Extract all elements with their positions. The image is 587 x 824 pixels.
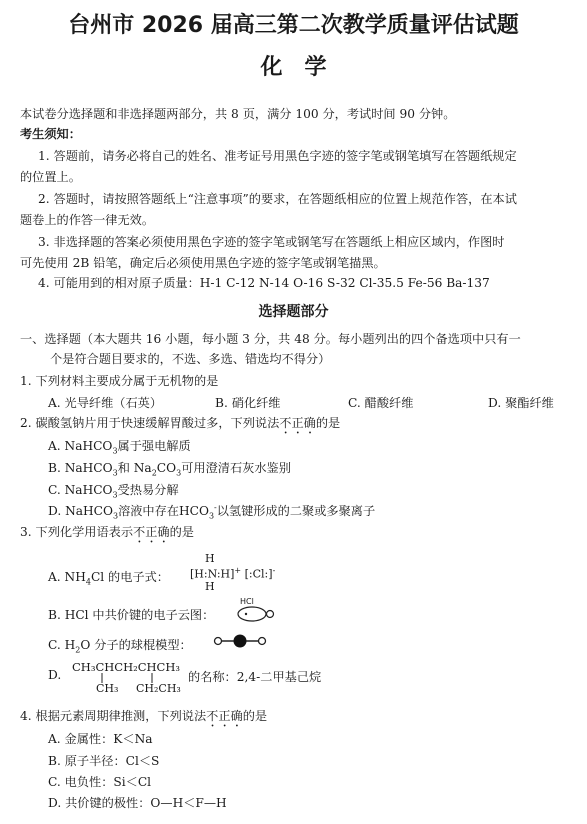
alkane-branch-1: CH₃ [96,682,119,695]
q2-stem: 2. 碳酸氢钠片用于快速缓解胃酸过多，下列说法不正确的是 [20,416,341,430]
notice-rule-1a: 1. 答题前，请务必将自己的姓名、准考证号用黑色字迹的签字笔或钢笔填写在答题纸规定 [38,149,517,163]
q2-option-c: C. NaHCO$_3$受热易分解 [48,483,179,500]
water-ball-stick-model [212,632,268,650]
q1-option-b: B. 硝化纤维 [215,396,281,410]
notice-rule-2a: 2. 答题时，请按照答题纸上“注意事项”的要求，在答题纸相应的位置上规范作答，在本试 [38,192,517,206]
section-instructions-a: 一、选择题（本大题共 16 小题，每小题 3 分，共 48 分。每小题列出的四个备选项中只有一 [20,332,521,346]
notice-heading: 考生须知： [20,127,81,141]
q3-option-b: B. HCl 中共价键的电子云图： [48,608,215,622]
q1-option-c: C. 醋酸纤维 [348,396,414,410]
notice-rule-2b: 题卷上的作答一律无效。 [20,213,155,227]
notice-rule-3a: 3. 非选择题的答案必须使用黑色字迹的签字笔或钢笔写在答题纸上相应区域内，作图时 [38,235,505,249]
q4-option-d: D. 共价键的极性：O—H＜F—H [48,796,227,810]
hcl-label: HCl [240,597,254,606]
notice-rule-1b: 的位置上。 [20,170,81,184]
subject-title: 化学 [260,55,349,80]
q3-option-d-label: D. [48,668,62,682]
q4-stem: 4. 根据元素周期律推测，下列说法不正确的是 [20,709,268,723]
q3-option-c: C. $H_2O$ 分子的球棍模型： [48,638,192,655]
q4-option-c: C. 电负性：Si＜Cl [48,775,152,789]
q1-stem: 1. 下列材料主要成分属于无机物的是 [20,374,219,388]
q3-stem: 3. 下列化学用语表示不正确的是 [20,525,194,539]
q4-option-a: A. 金属性：K＜Na [48,732,153,746]
q2-option-b: B. NaHCO$_3$和 $Na_2CO_3$可用澄清石灰水鉴别 [48,461,291,478]
q3-option-a: A. $NH_4Cl$ 的电子式： [48,570,169,587]
notice-rule-3b: 可先使用 2B 铅笔，确定后必须使用黑色字迹的签字笔或钢笔描黑。 [20,256,386,270]
nh4-bracket: [H:N:H]+ [:Cl:]- [190,566,276,581]
section-instructions-b: 个是符合题目要求的，不选、多选、错选均不得分） [50,352,331,366]
q4-option-b: B. 原子半径：Cl＜S [48,754,160,768]
exam-title: 台州市 2026 届高三第二次教学质量评估试题 [68,13,519,38]
q3-option-d-name: 的名称：2,4-二甲基己烷 [188,670,322,684]
hcl-electron-cloud-diagram [236,605,276,623]
q1-option-d: D. 聚酯纤维 [488,396,554,410]
section-title: 选择题部分 [258,304,329,320]
notice-rule-4: 4. 可能用到的相对原子质量：H-1 C-12 N-14 O-16 S-32 Cl-35.5 Fe-56 Ba-137 [38,276,490,290]
alkane-branch-2: CH₂CH₃ [136,682,181,695]
exam-intro: 本试卷分选择题和非选择题两部分，共 8 页，满分 100 分，考试时间 90 分钟。 [20,107,456,121]
nh4-h-top: H [205,552,215,565]
q2-option-a: A. NaHCO$_3$属于强电解质 [48,439,191,456]
alkane-main-chain: CH₃CHCH₂CHCH₃ [72,660,180,674]
q2-option-d: D. NaHCO$_3$溶液中存在$HCO_3^-$以氢键形成的二聚或多聚离子 [48,502,376,521]
q1-option-a: A. 光导纤维（石英） [48,396,163,410]
nh4-h-bottom: H [205,580,215,593]
